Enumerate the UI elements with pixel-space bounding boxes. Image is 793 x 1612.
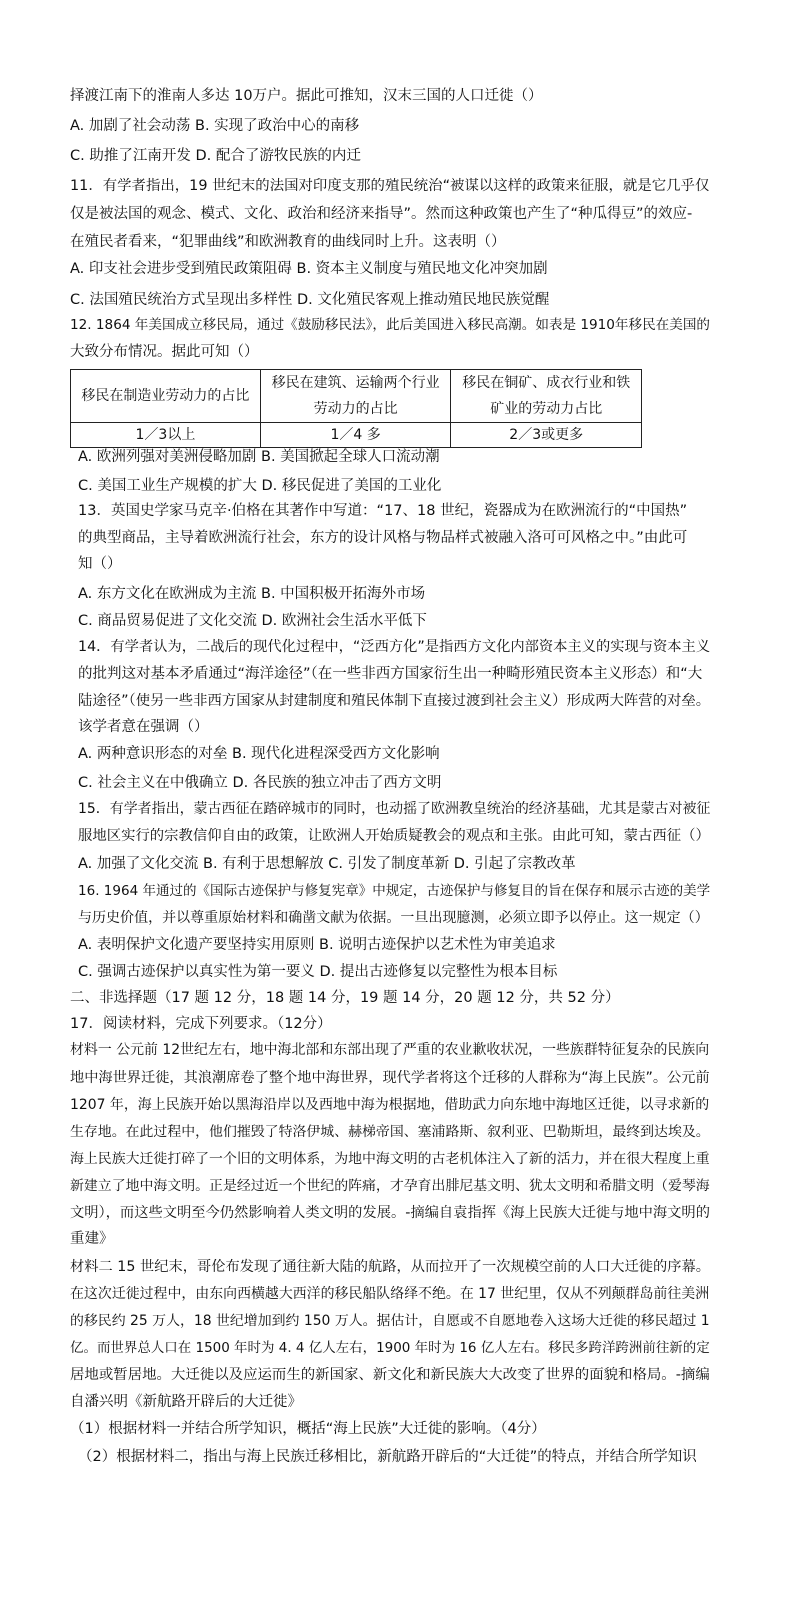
option-line: C. 助推了江南开发 D. 配合了游牧民族的内迁 bbox=[70, 148, 361, 164]
question-13: 13．英国史学家马克辛·伯格在其著作中写道：“17、18 世纪，瓷器成为在欧洲流行的“中国热” bbox=[78, 503, 688, 519]
option-line: C. 美国工业生产规模的扩大 D. 移民促进了美国的工业化 bbox=[78, 478, 442, 494]
option-line: C. 商品贸易促进了文化交流 D. 欧洲社会生活水平低下 bbox=[78, 613, 427, 629]
text-line: （1）根据材料一并结合所学知识，概括“海上民族”大迁徙的影响。（4分） bbox=[70, 1421, 546, 1437]
table-header: 移民在铜矿、成衣行业和铁矿业的劳动力占比 bbox=[451, 370, 642, 423]
text-line: 文明），而这些文明至今仍然影响着人类文明的发展。-摘编自袁指挥《海上民族大迁徙与地中海文明的 bbox=[70, 1205, 710, 1221]
option-line: C. 社会主义在中俄确立 D. 各民族的独立冲击了西方文明 bbox=[78, 775, 442, 791]
question-17: 17．阅读材料，完成下列要求。（12分） bbox=[70, 1016, 332, 1032]
text-line: 大致分布情况。据此可知（） bbox=[70, 344, 259, 360]
text-line: 知（） bbox=[78, 556, 122, 572]
text-line: 仅是被法国的观念、模式、文化、政治和经济来指导”。然而这种政策也产生了“种瓜得豆”的效应- bbox=[70, 206, 693, 222]
text-line: 海上民族大迁徙打碎了一个旧的文明体系，为地中海文明的古老机体注入了新的活力，并在很大程度上重 bbox=[70, 1151, 710, 1167]
text-line: 服地区实行的宗教信仰自由的政策，让欧洲人开始质疑教会的观点和主张。由此可知，蒙古西征（） bbox=[78, 828, 710, 844]
text-line: 陆途径”（使另一些非西方国家从封建制度和殖民体制下直接过渡到社会主义）形成两大阵营的对垒。 bbox=[78, 693, 711, 709]
option-line: A. 印支社会进步受到殖民政策阻碍 B. 资本主义制度与殖民地文化冲突加剧 bbox=[70, 261, 548, 277]
option-line: A. 两种意识形态的对垒 B. 现代化进程深受西方文化影响 bbox=[78, 746, 440, 762]
text-line: 在这次迁徙过程中，由东向西横越大西洋的移民船队络绎不绝。在 17 世纪里，仅从不列颠群岛前往美洲 bbox=[70, 1286, 710, 1302]
text-line: 自潘兴明《新航路开辟后的大迁徙》 bbox=[70, 1394, 302, 1410]
question-15: 15．有学者指出，蒙古西征在踏碎城市的同时，也动摇了欧洲教皇统治的经济基础，尤其是蒙古对被征 bbox=[78, 801, 711, 817]
text-line: 的批判这对基本矛盾通过“海洋途径”（在一些非西方国家衍生出一种畸形殖民资本主义形态）和“大 bbox=[78, 666, 703, 682]
option-line: A. 加剧了社会动荡 B. 实现了政治中心的南移 bbox=[70, 118, 360, 134]
text-line: 与历史价值，并以尊重原始材料和确凿文献为依据。一旦出现臆测，必须立即予以停止。这一规定（） bbox=[78, 910, 709, 926]
text-line: 居地或暂居地。大迁徙以及应运而生的新国家、新文化和新民族大大改变了世界的面貌和格局。-摘编 bbox=[70, 1367, 710, 1383]
option-line: A. 东方文化在欧洲成为主流 B. 中国积极开拓海外市场 bbox=[78, 586, 426, 602]
table-cell: 2／3或更多 bbox=[451, 423, 642, 448]
option-line: C. 法国殖民统治方式呈现出多样性 D. 文化殖民客观上推动殖民地民族觉醒 bbox=[70, 292, 550, 308]
sub-question-1: （2）根据材料二，指出与海上民族迁移相比，新航路开辟后的“大迁徙”的特点，并结合所学知识 bbox=[78, 1449, 697, 1465]
option-line: C. 强调古迹保护以真实性为第一要义 D. 提出古迹修复以完整性为根本目标 bbox=[78, 964, 558, 980]
question-12: 12. 1864 年美国成立移民局，通过《鼓励移民法》，此后美国进入移民高潮。如表是 1910年移民在美国的 bbox=[70, 317, 710, 333]
text-line: 的移民约 25 万人，18 世纪增加到约 150 万人。据估计，自愿或不自愿地卷入这场大迁徙的移民超过 1 bbox=[70, 1313, 710, 1329]
table-cell: 1／3以上 bbox=[71, 423, 261, 448]
text-line: 的典型商品，主导着欧洲流行社会，东方的设计风格与物品样式被融入洛可可风格之中。”由此可 bbox=[78, 530, 688, 546]
table-cell: 1／4 多 bbox=[260, 423, 451, 448]
question-11: 11．有学者指出，19 世纪末的法国对印度支那的殖民统治“被谋以这样的政策来征服，就是它几乎仅 bbox=[70, 178, 710, 194]
material-two: 材料二 15 世纪末，哥伦布发现了通往新大陆的航路，从而拉开了一次规模空前的人口大迁徙的序幕。 bbox=[70, 1259, 710, 1275]
section-heading: 二、非选择题（17 题 12 分，18 题 14 分，19 题 14 分，20 题 12 分，共 52 分） bbox=[70, 990, 620, 1006]
text-line: 在殖民者看来，“犯罪曲线”和欧洲教育的曲线同时上升。这表明（） bbox=[70, 234, 506, 250]
option-line: A. 表明保护文化遗产要坚持实用原则 B. 说明古迹保护以艺术性为审美追求 bbox=[78, 937, 556, 953]
question-14: 14．有学者认为，二战后的现代化过程中，“泛西方化”是指西方文化内部资本主义的实现与资本主义 bbox=[78, 639, 711, 655]
text-line: 地中海世界迁徙，其浪潮席卷了整个地中海世界，现代学者将这个迁移的人群称为“海上民族”。公元前 bbox=[70, 1070, 710, 1086]
option-line: A. 欧洲列强对美洲侵略加剧 B. 美国掀起全球人口流动潮 bbox=[78, 449, 440, 465]
text-line: 1207 年，海上民族开始以黑海沿岸以及西地中海为根据地，借助武力向东地中海地区迁徙，以寻求新的 bbox=[70, 1097, 710, 1113]
question-16: 16. 1964 年通过的《国际古迹保护与修复宪章》中规定，古迹保护与修复目的旨在保存和展示古迹的美学 bbox=[78, 883, 711, 899]
table-header: 移民在建筑、运输两个行业劳动力的占比 bbox=[260, 370, 451, 423]
text-line: 重建》 bbox=[70, 1231, 114, 1247]
text-line: 生存地。在此过程中，他们摧毁了特洛伊城、赫梯帝国、塞浦路斯、叙利亚、巴勒斯坦，最终到达埃及。 bbox=[70, 1124, 710, 1140]
material-one: 材料一 公元前 12世纪左右，地中海北部和东部出现了严重的农业歉收状况，一些族群特征复杂的民族向 bbox=[70, 1042, 710, 1058]
text-line: 该学者意在强调（） bbox=[78, 719, 209, 735]
option-line: A. 加强了文化交流 B. 有利于思想解放 C. 引发了制度革新 D. 引起了宗教改革 bbox=[78, 856, 576, 872]
text-line: 亿。而世界总人口在 1500 年时为 4. 4 亿人左右，1900 年时为 16 亿人左右。移民多跨洋跨洲前往新的定 bbox=[70, 1340, 710, 1356]
table-header: 移民在制造业劳动力的占比 bbox=[71, 370, 261, 423]
text-line: 择渡江南下的淮南人多达 10万户。据此可推知，汉末三国的人口迁徙（） bbox=[70, 88, 543, 104]
text-line: 新建立了地中海文明。正是经过近一个世纪的阵痛，才孕育出腓尼基文明、犹太文明和希腊文明（爱琴海 bbox=[70, 1178, 710, 1194]
immigrant-table bbox=[70, 369, 642, 448]
